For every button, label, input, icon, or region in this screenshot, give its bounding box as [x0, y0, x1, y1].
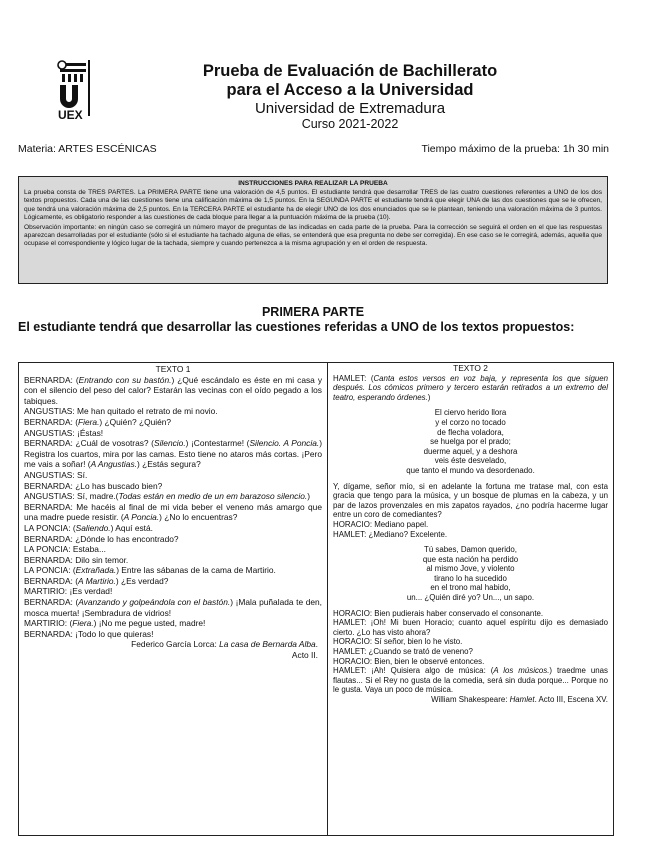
text1-column [19, 363, 328, 835]
university-name: Universidad de Extremadura [254, 100, 446, 117]
dialogue-line: LA PONCIA: (Extrañada.) Entre las sábanas de la cama de Martirio. [24, 565, 276, 576]
poem-stanza [333, 545, 608, 603]
dialogue-line: MARTIRIO: ¡Es verdad! [24, 586, 113, 597]
poem-line: al mismo Jove, y violento [426, 564, 515, 574]
uex-logo [52, 58, 96, 120]
dialogue-line: BERNARDA: (Avanzando y golpeándola con el bastón.) ¡Mala puñalada te den, mosca muerta! ¡Sembradura de vidrios! [24, 597, 322, 618]
text2-body [333, 374, 608, 705]
text1-heading: TEXTO 1 [155, 364, 191, 374]
text1-source: Federico García Lorca: La casa de Bernarda Alba. Acto II. [131, 639, 318, 661]
dialogue-line: BERNARDA: ¿Dónde lo has encontrado? [24, 533, 179, 544]
poem-stanza [333, 408, 608, 475]
text1-source-author: Federico García Lorca: [131, 639, 220, 650]
poem-line: tirano lo ha sucedido [434, 573, 507, 583]
text2-source-work: Hamlet [509, 695, 535, 704]
uex-logo-graphic [52, 58, 96, 120]
texts-table [18, 362, 614, 836]
dialogue-line: BERNARDA: (A Martirio.) ¿Es verdad? [24, 575, 169, 586]
dialogue-line: HORACIO: Sí señor, bien lo he visto. [333, 637, 463, 647]
dialogue-line: HAMLET: ¡Ah! Quisiera algo de música: (A los músicos.) traedme unas flautas... Si el Rey no gusta de la comedia, será sin duda porque... Porque no le gusta. Vaya un poco de música. [333, 666, 608, 695]
instructions-paragraph: La prueba consta de TRES PARTES. La PRIMERA PARTE tiene una valoración de 4,5 puntos. El estudiante tendrá que desarrollar TRES de las cuatro cuestiones referentes a UNO de los dos textos propuestos. Cada una de las cuestiones tiene una calificación máxima de 1,5 puntos. En la SEGUNDA PARTE el estudiante tendrá que elegir UNA de las dos cuestiones que se le ofrecen, que tendrá una valoración máxima de 2,5 puntos. En la TERCERA PARTE el estudiante ha de elegir UNO de los dos enunciados que se le plantean, teniendo una valoración máxima de 3 puntos. Lógicamente, es obligatorio responder a las cuestiones de cada bloque para llegar a la puntuación máxima de la prueba (10). [24, 189, 602, 221]
dialogue-line: HAMLET: ¿Mediano? Excelente. [333, 529, 448, 539]
dialogue-line: BERNARDA: Me hacéis al final de mi vida beber el veneno más amargo que una madre puede resistir. (A Poncia.) ¿No lo encuentras? [24, 501, 322, 523]
text2-source-author: William Shakespeare: [431, 695, 510, 704]
time-limit-label: Tiempo máximo de la prueba: 1h 30 min [421, 143, 609, 155]
dialogue-line: MARTIRIO: (Fiera.) ¡No me pegue usted, madre! [24, 618, 206, 629]
dialogue-line: BERNARDA: ¿Cuál de vosotras? (Silencio.) ¡Contestarme! (Silencio. A Poncia.) Registra los cuartos, mira por las camas. Esto tiene no ataros más cortas. ¡Pero me vais a soñar! (A Angustias.) ¿Estás segura? [24, 438, 322, 470]
poem-line: El ciervo herido llora [434, 408, 507, 418]
poem-line: y el corzo no tocado [435, 417, 506, 427]
dialogue-line: HAMLET: (Canta estos versos en voz baja, y representa los que siguen después. Los cómicos primero y tercero estarán retirados a un extremo del teatro, esperando órdenes.) [333, 373, 608, 402]
text2-source [333, 695, 608, 705]
title-block [190, 62, 510, 131]
dialogue-line: HAMLET: ¡Oh! Mi buen Horacio; cuanto aquel espíritu dijo es demasiado cierto. ¿Lo has visto ahora? [333, 618, 608, 637]
dialogue-line: ANGUSTIAS: ¡Éstas! [24, 427, 104, 438]
dialogue-line: BERNARDA: ¿Lo has buscado bien? [24, 480, 163, 491]
dialogue-line: HORACIO: Bien pudierais haber conservado el consonante. [333, 608, 544, 618]
dialogue-line: ANGUSTIAS: Sí, madre.(Todas están en medio de un em barazoso silencio.) [24, 491, 310, 502]
poem-line: duerme aquel, y a deshora [423, 446, 518, 456]
poem-line: de flecha voladora, [437, 427, 504, 437]
dialogue-line: ANGUSTIAS: Sí. [24, 469, 88, 480]
poem-line: Tú sabes, Damon querido, [424, 545, 517, 555]
poem-line: que esta nación ha perdido [422, 554, 519, 564]
text2-heading: TEXTO 2 [453, 363, 488, 373]
dialogue-line: LA PONCIA: Estaba... [24, 544, 106, 555]
dialogue-line: HORACIO: Bien, bien le observé entonces. [333, 656, 485, 666]
poem-line: veis éste desvelado, [434, 456, 507, 466]
instructions-observation: Observación importante: en ningún caso se corregirá un número mayor de preguntas de las indicadas en cada parte de la prueba. Para la corrección se seguirá el orden en el que las respuestas aparezcan desarrolladas por el estudiante (sólo si el estudiante ha tachado alguna de ellas, se entenderá que esa pregunta no debe ser corregida). En ese caso se le corregirá, además, aquella que ocupase el correspondiente y lógico lugar de la tachada, siempre y cuando pertenezca a la misma agrupación y en el orden de respuesta. [24, 224, 602, 248]
instructions-box [18, 176, 608, 284]
course-year: Curso 2021-2022 [301, 117, 399, 131]
dialogue-line: HAMLET: ¿Cuando se trató de veneno? [333, 647, 473, 657]
title-line2: para el Acceso a la Universidad [226, 81, 474, 99]
dialogue-line: BERNARDA: Dilo sin temor. [24, 554, 129, 565]
dialogue-line: LA PONCIA: (Saliendo.) Aquí está. [24, 522, 153, 533]
poem-line: se huelga por el prado; [430, 437, 511, 447]
dialogue-line: Y, dígame, señor mío, si en adelante la fortuna me tratase mal, con esta gracia que tengo para la música, y un bosque de plumas en la cabeza, y un par de lazos provenzales en mis zapatos rayados, ¿no podría hacerme lugar entre un coro de comediantes? [333, 481, 608, 520]
dialogue-line: BERNARDA: (Entrando con su bastón.) ¿Qué escándalo es éste en mi casa y con el silencio del peso del calor? Estarán las vecinas con el oído pegado a los tabiques. [24, 374, 323, 406]
dialogue-line: BERNARDA: (Fiera.) ¿Quién? ¿Quién? [24, 416, 172, 427]
section-subtitle: El estudiante tendrá que desarrollar las cuestiones referidas a UNO de los textos propuestos: [18, 320, 575, 334]
dialogue-line: ANGUSTIAS: Me han quitado el retrato de mi novio. [24, 406, 218, 417]
subject-label: Materia: ARTES ESCÉNICAS [18, 143, 157, 155]
dialogue-line: BERNARDA: ¡Todo lo que quieras! [24, 628, 154, 639]
dialogue-line: HORACIO: Mediano papel. [333, 519, 429, 529]
section-title: PRIMERA PARTE [261, 305, 365, 319]
poem-line: que tanto el mundo va desordenado. [406, 465, 535, 475]
title-line1: Prueba de Evaluación de Bachillerato [202, 62, 498, 80]
text1-body [24, 375, 322, 640]
text1-source-work: La casa de Bernarda Alba [219, 639, 316, 650]
instructions-title: INSTRUCCIONES PARA REALIZAR LA PRUEBA [238, 180, 388, 187]
text2-column [328, 363, 613, 835]
text2-source-act: . Acto III, Escena XV. [534, 695, 608, 704]
poem-line: un... ¿Quién diré yo? Un..., un sapo. [406, 593, 535, 603]
poem-line: en el trono mal habido, [430, 583, 511, 593]
uex-logo-text: UEX [58, 108, 83, 120]
text1-source-act: Acto II. [291, 650, 318, 661]
